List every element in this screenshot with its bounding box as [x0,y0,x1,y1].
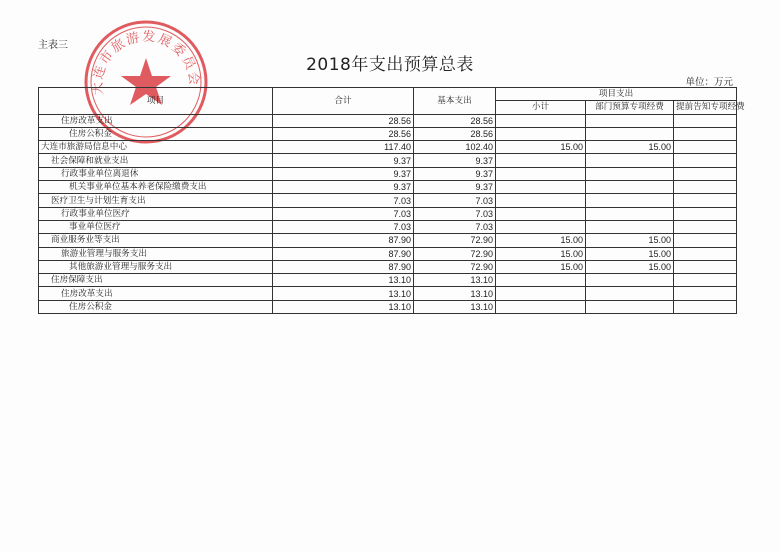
sheet-label: 主表三 [38,40,68,51]
row-subtotal [496,207,586,220]
row-dept-special [586,300,674,313]
table-row [39,167,737,180]
row-total: 7.03 [273,220,414,233]
row-advance-special [674,127,737,140]
row-subtotal [496,154,586,167]
row-subtotal [496,194,586,207]
row-subtotal [496,181,586,194]
row-name: 住房公积金 [39,127,273,140]
row-name: 行政事业单位离退休 [39,167,273,180]
row-name: 旅游业管理与服务支出 [39,247,273,260]
row-advance-special [674,181,737,194]
row-name: 大连市旅游局信息中心 [39,141,273,154]
row-name: 住房公积金 [39,300,273,313]
row-name: 住房保障支出 [39,274,273,287]
row-subtotal: 15.00 [496,234,586,247]
row-name: 社会保障和就业支出 [39,154,273,167]
row-advance-special [674,287,737,300]
row-subtotal: 15.00 [496,260,586,273]
table-row [39,260,737,273]
row-name: 其他旅游业管理与服务支出 [39,260,273,273]
page-title: 2018年支出预算总表 [306,55,474,75]
row-dept-special: 15.00 [586,247,674,260]
budget-table [38,87,745,314]
row-dept-special: 15.00 [586,260,674,273]
header-basic: 基本支出 [414,88,496,115]
row-basic: 28.56 [414,127,496,140]
row-subtotal [496,127,586,140]
table-row [39,181,737,194]
row-total: 13.10 [273,274,414,287]
row-basic: 13.10 [414,287,496,300]
row-total: 87.90 [273,260,414,273]
row-dept-special [586,207,674,220]
row-total: 117.40 [273,141,414,154]
row-dept-special: 15.00 [586,141,674,154]
row-advance-special [674,220,737,233]
row-basic: 9.37 [414,154,496,167]
row-subtotal [496,167,586,180]
row-advance-special [674,167,737,180]
row-subtotal: 15.00 [496,141,586,154]
row-basic: 7.03 [414,220,496,233]
row-dept-special [586,167,674,180]
row-name: 住房改革支出 [39,114,273,127]
row-name: 医疗卫生与计划生育支出 [39,194,273,207]
row-basic: 7.03 [414,207,496,220]
row-name: 事业单位医疗 [39,220,273,233]
row-advance-special [674,207,737,220]
svg-text:大连市旅游发展委员会: 大连市旅游发展委员会 [90,29,202,96]
row-basic: 72.90 [414,260,496,273]
row-advance-special [674,114,737,127]
row-total: 7.03 [273,207,414,220]
header-advance-special: 提前告知专项经费 [674,101,737,114]
table-row [39,114,737,127]
row-subtotal [496,300,586,313]
table-row [39,194,737,207]
row-basic: 13.10 [414,300,496,313]
row-dept-special [586,274,674,287]
row-name: 行政事业单位医疗 [39,207,273,220]
row-subtotal [496,287,586,300]
row-subtotal [496,274,586,287]
table-row [39,234,737,247]
row-basic: 102.40 [414,141,496,154]
row-name: 住房改革支出 [39,287,273,300]
row-basic: 9.37 [414,167,496,180]
row-dept-special [586,194,674,207]
row-dept-special [586,287,674,300]
row-advance-special [674,194,737,207]
table-row [39,247,737,260]
row-total: 9.37 [273,181,414,194]
row-total: 87.90 [273,234,414,247]
table-row [39,274,737,287]
row-total: 7.03 [273,194,414,207]
row-name: 商业服务业等支出 [39,234,273,247]
row-basic: 28.56 [414,114,496,127]
table-row [39,154,737,167]
row-advance-special [674,154,737,167]
header-total: 合计 [273,88,414,115]
row-dept-special [586,181,674,194]
row-basic: 9.37 [414,181,496,194]
row-basic: 7.03 [414,194,496,207]
table-row [39,141,737,154]
row-dept-special [586,220,674,233]
row-total: 9.37 [273,167,414,180]
row-basic: 72.90 [414,247,496,260]
row-advance-special [674,260,737,273]
header-item: 项目 [39,88,273,115]
table-row [39,207,737,220]
table-row [39,127,737,140]
row-subtotal: 15.00 [496,247,586,260]
row-subtotal [496,114,586,127]
row-total: 13.10 [273,300,414,313]
table-row [39,220,737,233]
row-basic: 72.90 [414,234,496,247]
row-subtotal [496,220,586,233]
row-dept-special [586,154,674,167]
header-project: 项目支出 [496,88,737,101]
row-dept-special [586,114,674,127]
table-row [39,287,737,300]
row-advance-special [674,247,737,260]
row-dept-special: 15.00 [586,234,674,247]
header-dept-special: 部门预算专项经费 [586,101,674,114]
row-advance-special [674,274,737,287]
row-basic: 13.10 [414,274,496,287]
unit-label: 单位：万元 [685,77,733,88]
table-row [39,300,737,313]
row-dept-special [586,127,674,140]
row-total: 13.10 [273,287,414,300]
row-advance-special [674,234,737,247]
row-total: 28.56 [273,114,414,127]
header-subtotal: 小计 [496,101,586,114]
row-total: 87.90 [273,247,414,260]
row-name: 机关事业单位基本养老保险缴费支出 [39,181,273,194]
row-advance-special [674,141,737,154]
row-total: 9.37 [273,154,414,167]
row-advance-special [674,300,737,313]
row-total: 28.56 [273,127,414,140]
